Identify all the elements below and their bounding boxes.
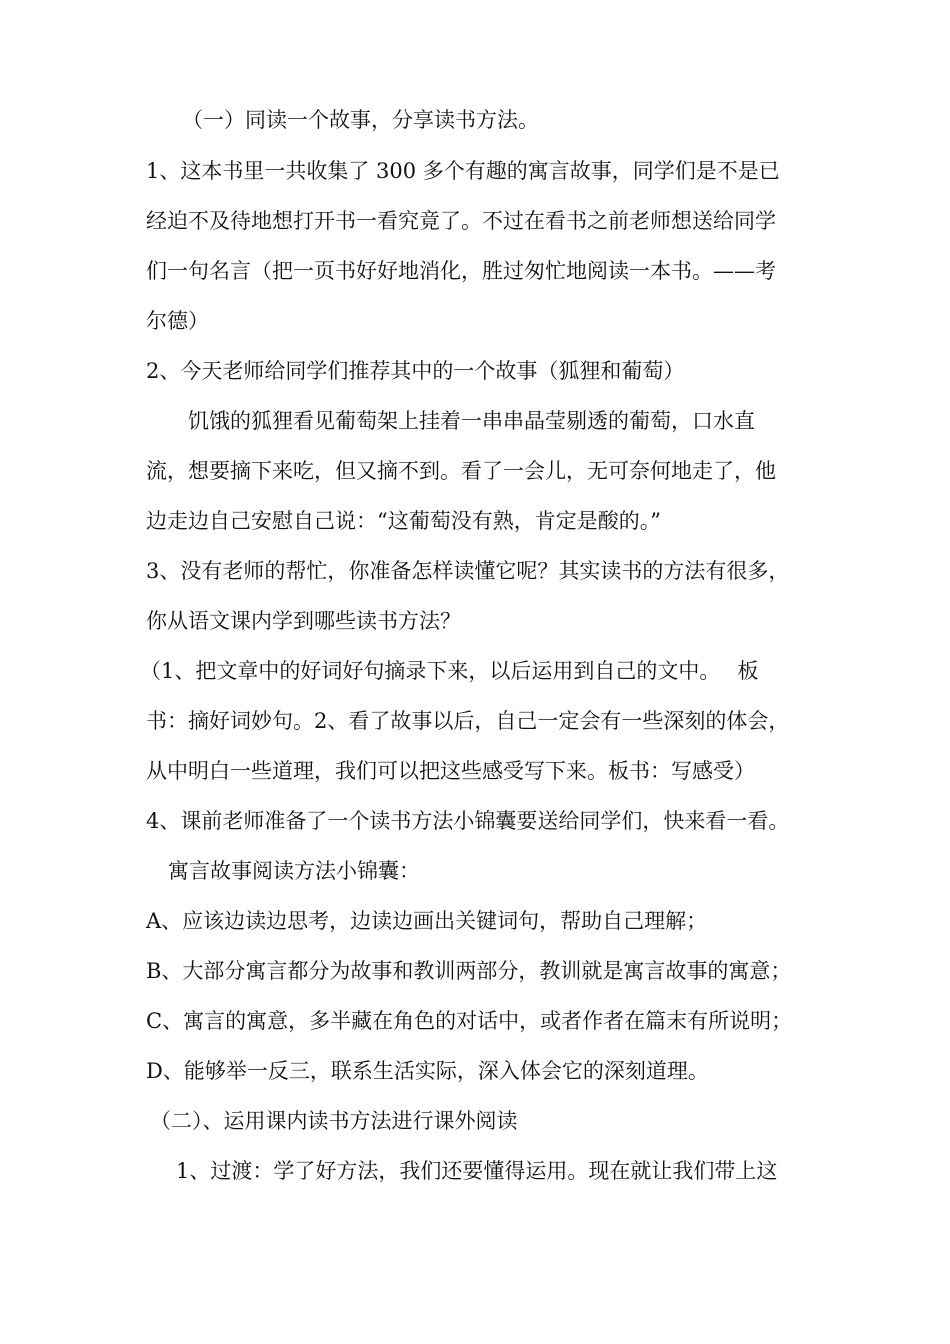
paragraph-line: 书：摘好词妙句。2、看了故事以后，自己一定会有一些深刻的体会， [146, 709, 790, 733]
section-heading-1: （一）同读一个故事，分享读书方法。 [182, 108, 539, 132]
tip-item: A、应该边读边思考，边读边画出关键词句，帮助自己理解； [146, 909, 708, 933]
tip-item: C、寓言的寓意，多半藏在角色的对话中，或者作者在篇末有所说明； [146, 1009, 793, 1033]
tips-heading: 寓言故事阅读方法小锦囊： [168, 859, 420, 883]
tip-item: B、大部分寓言都分为故事和教训两部分，教训就是寓言故事的寓意； [146, 959, 792, 983]
paragraph-line: 从中明白一些道理，我们可以把这些感受写下来。板书：写感受） [146, 759, 755, 783]
tip-item: D、能够举一反三，联系生活实际，深入体会它的深刻道理。 [146, 1059, 709, 1083]
paragraph-line: 你从语文课内学到哪些读书方法？ [146, 609, 461, 633]
paragraph-line: 经迫不及待地想打开书一看究竟了。不过在看书之前老师想送给同学 [146, 209, 776, 233]
story-line: 边走边自己安慰自己说：“这葡萄没有熟，肯定是酸的。” [146, 509, 661, 533]
story-line: 饥饿的狐狸看见葡萄架上挂着一串串晶莹剔透的葡萄，口水直 [188, 409, 755, 433]
paragraph-line: 1、过渡：学了好方法，我们还要懂得运用。现在就让我们带上这 [176, 1159, 778, 1183]
paragraph-line: 1、这本书里一共收集了 300 多个有趣的寓言故事，同学们是不是已 [146, 159, 780, 183]
paragraph-line: 3、没有老师的帮忙，你准备怎样读懂它呢？其实读书的方法有很多， [146, 559, 790, 583]
paragraph-line: 2、今天老师给同学们推荐其中的一个故事（狐狸和葡萄） [146, 359, 685, 383]
section-heading-2: （二）、运用课内读书方法进行课外阅读 [150, 1109, 518, 1133]
paragraph-line: （1、把文章中的好词好句摘录下来，以后运用到自己的文中。 板 [140, 659, 759, 683]
paragraph-line: 4、课前老师准备了一个读书方法小锦囊要送给同学们，快来看一看。 [146, 809, 790, 833]
story-line: 流，想要摘下来吃，但又摘不到。看了一会儿，无可奈何地走了，他 [146, 459, 776, 483]
paragraph-line: 尔德） [146, 309, 209, 333]
paragraph-line: 们一句名言（把一页书好好地消化，胜过匆忙地阅读一本书。——考 [146, 259, 776, 283]
